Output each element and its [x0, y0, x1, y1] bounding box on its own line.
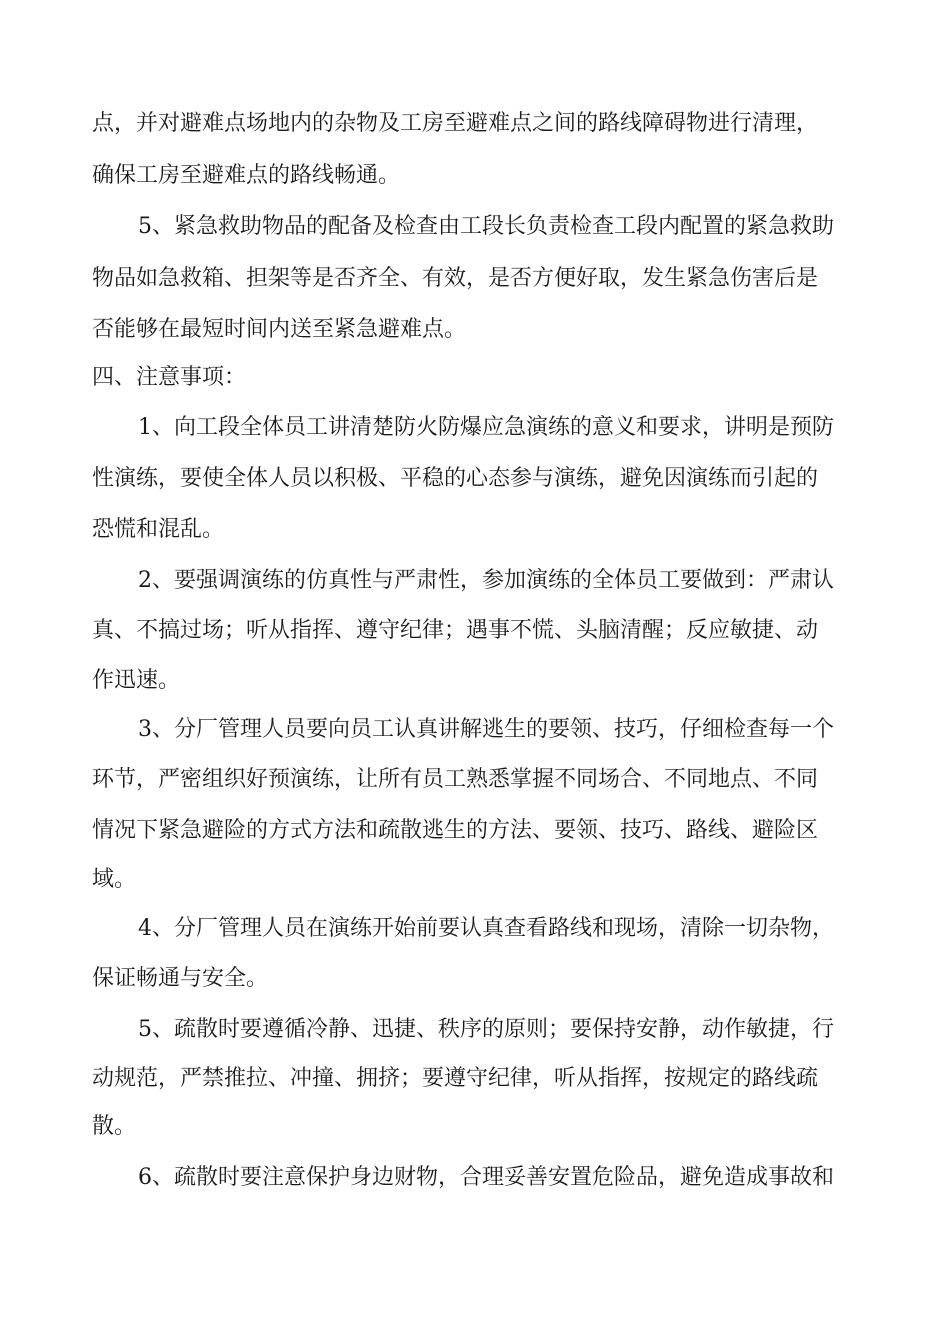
text-line: 散。: [92, 1114, 137, 1139]
section-heading: 四、注意事项：: [92, 365, 247, 390]
paragraph-first-line: 6、疏散时要注意保护身边财物，合理妥善安置危险品，避免造成事故和: [138, 1165, 834, 1190]
text-line: 真、不搞过场；听从指挥、遵守纪律；遇事不慌、头脑清醒；反应敏捷、动: [92, 618, 819, 643]
text-line: 环节，严密组织好预演练，让所有员工熟悉掌握不同场合、不同地点、不同: [92, 767, 819, 792]
text-line: 域。: [92, 867, 137, 892]
text-line: 性演练，要使全体人员以积极、平稳的心态参与演练，避免因演练而引起的: [92, 466, 819, 491]
paragraph-first-line: 4、分厂管理人员在演练开始前要认真查看路线和现场，清除一切杂物，: [138, 916, 834, 941]
paragraph-first-line: 5、紧急救助物品的配备及检查由工段长负责检查工段内配置的紧急救助: [138, 214, 834, 239]
text-line: 情况下紧急避险的方式方法和疏散逃生的方法、要领、技巧、路线、避险区: [92, 818, 819, 843]
text-line: 恐慌和混乱。: [92, 517, 225, 542]
paragraph-first-line: 5、疏散时要遵循冷静、迅捷、秩序的原则；要保持安静，动作敏捷，行: [138, 1017, 834, 1042]
text-line: 点，并对避难点场地内的杂物及工房至避难点之间的路线障碍物进行清理，: [92, 111, 819, 136]
paragraph-first-line: 2、要强调演练的仿真性与严肃性，参加演练的全体员工要做到：严肃认: [138, 568, 834, 593]
paragraph-first-line: 1、向工段全体员工讲清楚防火防爆应急演练的意义和要求，讲明是预防: [138, 415, 834, 440]
text-line: 保证畅通与安全。: [92, 966, 269, 991]
text-line: 确保工房至避难点的路线畅通。: [92, 163, 401, 188]
text-line: 物品如急救箱、担架等是否齐全、有效，是否方便好取，发生紧急伤害后是: [92, 266, 819, 291]
text-line: 动规范，严禁推拉、冲撞、拥挤；要遵守纪律，听从指挥，按规定的路线疏: [92, 1066, 819, 1091]
text-line: 作迅速。: [92, 668, 181, 693]
text-line: 否能够在最短时间内送至紧急避难点。: [92, 317, 467, 342]
paragraph-first-line: 3、分厂管理人员要向员工认真讲解逃生的要领、技巧，仔细检查每一个: [138, 717, 834, 742]
